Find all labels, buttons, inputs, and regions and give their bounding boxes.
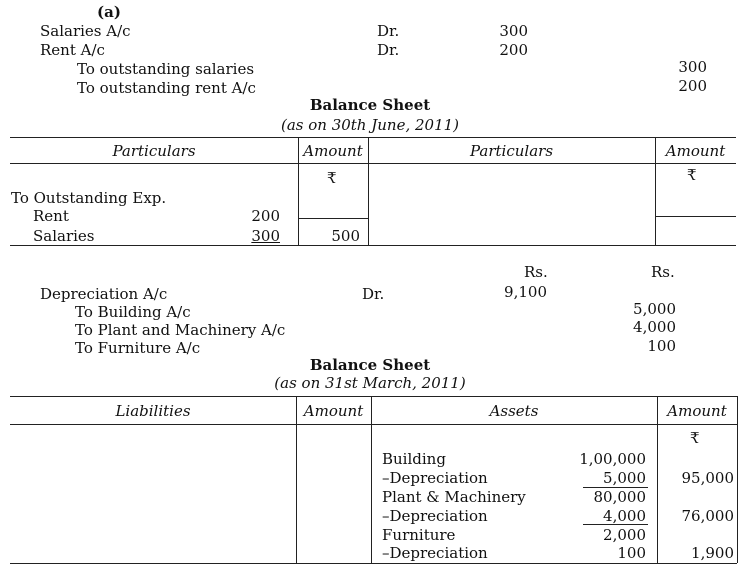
column-header-particulars: Particulars [112, 142, 196, 160]
column-header-amount: Amount [303, 402, 364, 420]
asset-value: 4,000 [603, 507, 646, 525]
liability-heading: To Outstanding Exp. [11, 189, 167, 207]
journal-debit: 9,100 [504, 283, 547, 301]
journal-credit: 4,000 [633, 318, 676, 336]
journal-dr-marker: Dr. [377, 41, 400, 59]
journal-account: To Furniture A/c [75, 339, 201, 357]
balance-sheet-subtitle: (as on 31st March, 2011) [274, 374, 466, 392]
asset-item: Furniture [382, 526, 456, 544]
journal-debit: 200 [499, 41, 528, 59]
asset-value: 80,000 [593, 488, 646, 506]
asset-item: –Depreciation [382, 469, 488, 487]
rupee-symbol: ₹ [690, 429, 700, 447]
journal-credit: 300 [678, 58, 707, 76]
journal-debit: 300 [499, 22, 528, 40]
entry-a-label: (a) [97, 3, 121, 21]
journal-account: Salaries A/c [40, 22, 131, 40]
journal-credit: 200 [678, 77, 707, 95]
journal-dr-marker: Dr. [362, 285, 385, 303]
journal-credit: 100 [647, 337, 676, 355]
column-header-amount: Amount [665, 142, 726, 160]
journal-account: To Plant and Machinery A/c [75, 321, 286, 339]
liability-value: 300 [251, 227, 280, 245]
balance-sheet-subtitle: (as on 30th June, 2011) [280, 116, 460, 134]
journal-account: To outstanding salaries [77, 60, 255, 78]
journal-credit: 5,000 [633, 300, 676, 318]
journal-account: Rent A/c [40, 41, 105, 59]
journal-account: To Building A/c [75, 303, 191, 321]
journal-dr-marker: Dr. [377, 22, 400, 40]
column-header-liabilities: Liabilities [115, 402, 191, 420]
liability-item: Salaries [33, 227, 95, 245]
asset-value: 5,000 [603, 469, 646, 487]
liability-item: Rent [33, 207, 69, 225]
asset-value: 1,00,000 [579, 450, 646, 468]
journal-account: Depreciation A/c [40, 285, 168, 303]
rupee-symbol: ₹ [687, 166, 697, 184]
column-header-particulars: Particulars [469, 142, 554, 160]
asset-value: 2,000 [603, 526, 646, 544]
journal-account: To outstanding rent A/c [77, 79, 256, 97]
asset-value: 100 [617, 544, 646, 562]
balance-sheet-title: Balance Sheet [309, 96, 431, 114]
column-header-assets: Assets [489, 402, 539, 420]
journal-column-header: Rs. [524, 263, 548, 281]
asset-net-amount: 76,000 [681, 507, 734, 525]
rupee-symbol: ₹ [327, 169, 337, 187]
column-header-amount: Amount [667, 402, 727, 420]
asset-item: Building [382, 450, 446, 468]
asset-item: –Depreciation [382, 507, 488, 525]
asset-item: –Depreciation [382, 544, 488, 562]
liability-value: 200 [251, 207, 280, 225]
asset-item: Plant & Machinery [382, 488, 526, 506]
column-header-amount: Amount [303, 142, 363, 160]
asset-net-amount: 95,000 [681, 469, 734, 487]
liability-total: 500 [331, 227, 360, 245]
journal-column-header: Rs. [651, 263, 675, 281]
asset-net-amount: 1,900 [691, 544, 734, 562]
balance-sheet-title: Balance Sheet [309, 356, 431, 374]
